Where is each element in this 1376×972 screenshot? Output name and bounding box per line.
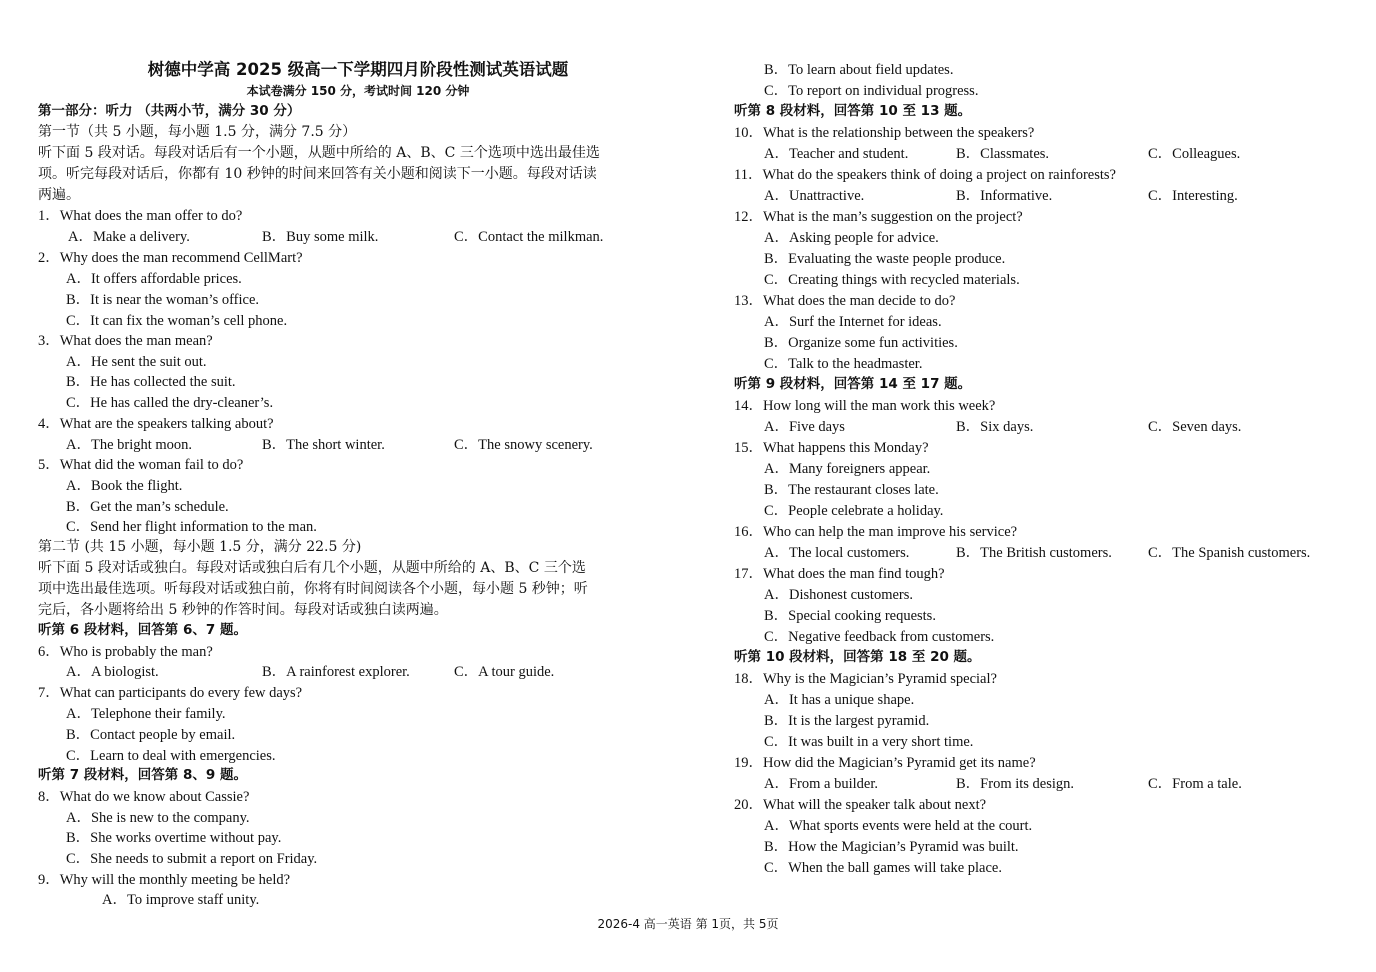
answer-option: B．It is the largest pyramid. [764,713,930,729]
instruction-text: 第二节 (共 15 小题，每小题 1.5 分，满分 22.5 分) [38,539,362,555]
section-heading: 听第 7 段材料，回答第 8、9 题。 [38,767,247,783]
instruction-text: 完后，各小题将给出 5 秒钟的作答时间。每段对话或独白读两遍。 [38,602,448,618]
section-heading: 听第 6 段材料，回答第 6、7 题。 [38,622,247,638]
answer-option: B．He has collected the suit. [66,374,236,390]
answer-option: B．Get the man’s schedule. [66,499,229,515]
question-stem: 6．Who is probably the man? [38,644,213,660]
section-heading: 第一部分：听力 （共两小节，满分 30 分） [38,103,301,119]
answer-option: A．Make a delivery. [68,229,190,245]
answer-option: C．He has called the dry-cleaner’s. [66,395,274,411]
instruction-text: 项。听完每段对话后，你都有 10 秒钟的时间来回答有关小题和阅读下一小题。每段对话读 [38,166,597,182]
answer-option: B．Contact people by email. [66,727,236,743]
question-stem: 8．What do we know about Cassie? [38,789,250,805]
answer-option: A．Telephone their family. [66,706,226,722]
question-stem: 10．What is the relationship between the speakers? [734,125,1035,141]
answer-option: A．Five days [764,419,845,435]
page-footer: 2026-4 高一英语 第 1页，共 5页 [597,917,779,931]
instruction-text: 项中选出最佳选项。听每段对话或独白前，你将有时间阅读各个小题，每小题 5 秒钟；听 [38,581,588,597]
section-heading: 听第 10 段材料，回答第 18 至 20 题。 [734,649,981,665]
question-stem: 16．Who can help the man improve his service? [734,524,1018,540]
answer-option: B．It is near the woman’s office. [66,292,260,308]
answer-option: A．Many foreigners appear. [764,461,931,477]
answer-option: B．A rainforest explorer. [262,664,410,680]
answer-option: A．What sports events were held at the court. [764,818,1033,834]
answer-option: A．Asking people for advice. [764,230,939,246]
question-stem: 11．What do the speakers think of doing a project on rainforests? [734,167,1116,183]
question-stem: 3．What does the man mean? [38,333,213,349]
answer-option: C．Interesting. [1148,188,1238,204]
question-stem: 1．What does the man offer to do? [38,208,243,224]
section-heading: 听第 8 段材料，回答第 10 至 13 题。 [734,103,972,119]
answer-option: C．Send her flight information to the man. [66,519,317,535]
answer-option: B．She works overtime without pay. [66,830,282,846]
question-stem: 20．What will the speaker talk about next? [734,797,987,813]
answer-option: A．She is new to the company. [66,810,250,826]
answer-option: C．Seven days. [1148,419,1242,435]
answer-option: B．The British customers. [956,545,1112,561]
answer-option: B．Six days. [956,419,1034,435]
answer-option: C．Negative feedback from customers. [764,629,995,645]
answer-option: B．From its design. [956,776,1075,792]
answer-option: B．Informative. [956,188,1053,204]
question-stem: 15．What happens this Monday? [734,440,929,456]
answer-option: B．The restaurant closes late. [764,482,939,498]
answer-option: A．Book the flight. [66,478,183,494]
answer-option: C．Creating things with recycled materials. [764,272,1020,288]
answer-option: A．Teacher and student. [764,146,909,162]
answer-option: C．She needs to submit a report on Friday. [66,851,318,867]
answer-option: B．Evaluating the waste people produce. [764,251,1006,267]
section-heading: 听第 9 段材料，回答第 14 至 17 题。 [734,376,972,392]
answer-option: A．It has a unique shape. [764,692,915,708]
answer-option: A．A biologist. [66,664,159,680]
question-stem: 13．What does the man decide to do? [734,293,956,309]
answer-option: C．Colleagues. [1148,146,1241,162]
answer-option: A．The bright moon. [66,437,193,453]
question-stem: 7．What can participants do every few days? [38,685,303,701]
answer-option: A．He sent the suit out. [66,354,207,370]
question-stem: 14．How long will the man work this week? [734,398,996,414]
question-stem: 12．What is the man’s suggestion on the project? [734,209,1023,225]
question-stem: 9．Why will the monthly meeting be held? [38,872,291,888]
answer-option: C．Contact the milkman. [454,229,604,245]
answer-option: C．It can fix the woman’s cell phone. [66,313,288,329]
question-stem: 18．Why is the Magician’s Pyramid special? [734,671,997,687]
question-stem: 17．What does the man find tough? [734,566,945,582]
answer-option: A．Surf the Internet for ideas. [764,314,942,330]
answer-option: C．Learn to deal with emergencies. [66,748,276,764]
question-stem: 5．What did the woman fail to do? [38,457,244,473]
answer-option: C．The snowy scenery. [454,437,593,453]
question-stem: 19．How did the Magician’s Pyramid get its name? [734,755,1036,771]
question-stem: 2．Why does the man recommend CellMart? [38,250,303,266]
answer-option: C．From a tale. [1148,776,1242,792]
exam-subtitle: 本试卷满分 150 分，考试时间 120 分钟 [246,84,470,98]
answer-option: B．Special cooking requests. [764,608,936,624]
answer-option: A．Unattractive. [764,188,865,204]
answer-option: B．Buy some milk. [262,229,379,245]
answer-option: C．To report on individual progress. [764,83,979,99]
instruction-text: 听下面 5 段对话或独白。每段对话或独白后有几个小题，从题中所给的 A、B、C 三个选 [38,560,586,576]
answer-option: B．Organize some fun activities. [764,335,958,351]
answer-option: B．To learn about field updates. [764,62,954,78]
answer-option: C．It was built in a very short time. [764,734,974,750]
answer-option: A．Dishonest customers. [764,587,914,603]
answer-option: B．Classmates. [956,146,1050,162]
answer-option: C．A tour guide. [454,664,555,680]
answer-option: B．The short winter. [262,437,385,453]
instruction-text: 两遍。 [38,187,80,203]
instruction-text: 第一节（共 5 小题，每小题 1.5 分，满分 7.5 分） [38,124,357,140]
answer-option: C．The Spanish customers. [1148,545,1311,561]
answer-option: B．How the Magician’s Pyramid was built. [764,839,1019,855]
answer-option: A．It offers affordable prices. [66,271,242,287]
question-stem: 4．What are the speakers talking about? [38,416,274,432]
exam-title: 树德中学高 2025 级高一下学期四月阶段性测试英语试题 [147,60,569,79]
answer-option: C．When the ball games will take place. [764,860,1002,876]
answer-option: A．To improve staff unity. [102,892,260,908]
answer-option: A．The local customers. [764,545,910,561]
answer-option: C．People celebrate a holiday. [764,503,944,519]
instruction-text: 听下面 5 段对话。每段对话后有一个小题，从题中所给的 A、B、C 三个选项中选出最佳选 [38,145,600,161]
answer-option: A．From a builder. [764,776,878,792]
answer-option: C．Talk to the headmaster. [764,356,923,372]
